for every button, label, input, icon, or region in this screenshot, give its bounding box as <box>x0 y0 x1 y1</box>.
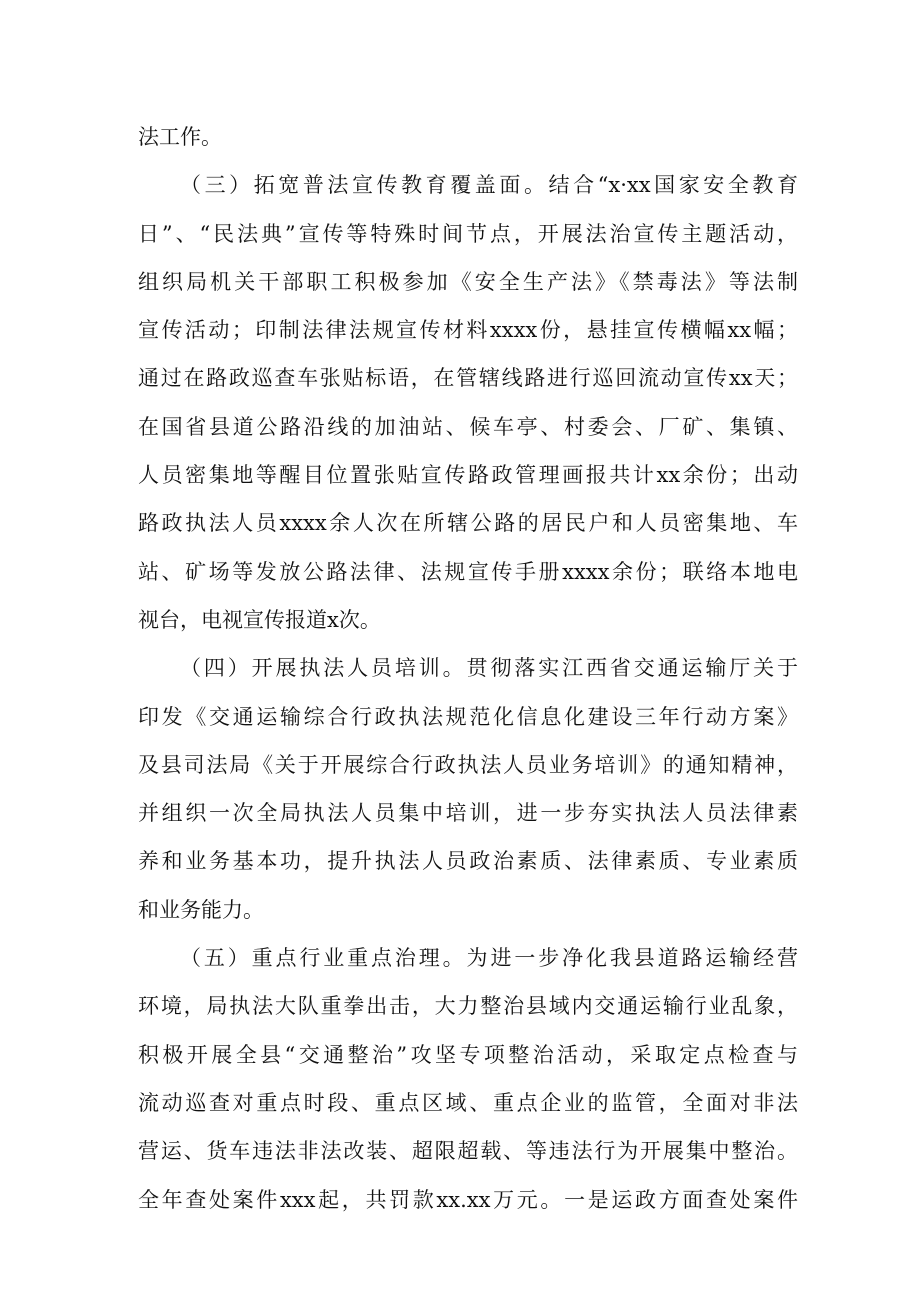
text-line: 全年查处案件xxx起，共罚款xx.xx万元。一是运政方面查处案件 <box>138 1187 798 1212</box>
text-line: 及县司法局《关于开展综合行政执法人员业务培训》的通知精神， <box>138 752 798 777</box>
text-line: 人员密集地等醒目位置张贴宣传路政管理画报共计xx余份；出动 <box>138 463 798 488</box>
text-line: 和业务能力。 <box>138 897 264 922</box>
text-line: 路政执法人员xxxx余人次在所辖公路的居民户和人员密集地、车 <box>138 511 798 536</box>
text-line: 通过在路政巡查车张贴标语，在管辖线路进行巡回流动宣传xx天； <box>138 366 798 391</box>
text-line: 日”、“民法典”宣传等特殊时间节点，开展法治宣传主题活动， <box>138 221 798 246</box>
text-line: 营运、货车违法非法改装、超限超载、等违法行为开展集中整治。 <box>138 1139 798 1164</box>
text-line: 站、矿场等发放公路法律、法规宣传手册xxxx余份；联络本地电 <box>138 559 798 584</box>
text-line: （三）拓宽普法宣传教育覆盖面。结合“x·xx国家安全教育 <box>180 173 798 198</box>
text-line: 在国省县道公路沿线的加油站、候车亭、村委会、厂矿、集镇、 <box>138 414 798 439</box>
text-line: 积极开展全县“交通整治”攻坚专项整治活动，采取定点检查与 <box>138 1042 798 1067</box>
text-line: 印发《交通运输综合行政执法规范化信息化建设三年行动方案》 <box>138 704 798 729</box>
text-line: 流动巡查对重点时段、重点区域、重点企业的监管，全面对非法 <box>138 1090 798 1115</box>
text-line: （五）重点行业重点治理。为进一步净化我县道路运输经营 <box>180 946 798 971</box>
document-body <box>138 113 798 1224</box>
text-line: 养和业务基本功，提升执法人员政治素质、法律素质、专业素质 <box>138 849 798 874</box>
text-line: 法工作。 <box>138 125 222 149</box>
text-line: 宣传活动；印制法律法规宣传材料xxxx份，悬挂宣传横幅xx幅； <box>138 318 798 343</box>
text-line: 组织局机关干部职工积极参加《安全生产法》《禁毒法》等法制 <box>138 269 798 294</box>
text-line: （四）开展执法人员培训。贯彻落实江西省交通运输厅关于 <box>180 656 798 681</box>
text-line: 环境，局执法大队重拳出击，大力整治县域内交通运输行业乱象， <box>138 994 798 1019</box>
text-line: 并组织一次全局执法人员集中培训，进一步夯实执法人员法律素 <box>138 801 798 826</box>
text-line: 视台，电视宣传报道x次。 <box>138 607 381 632</box>
